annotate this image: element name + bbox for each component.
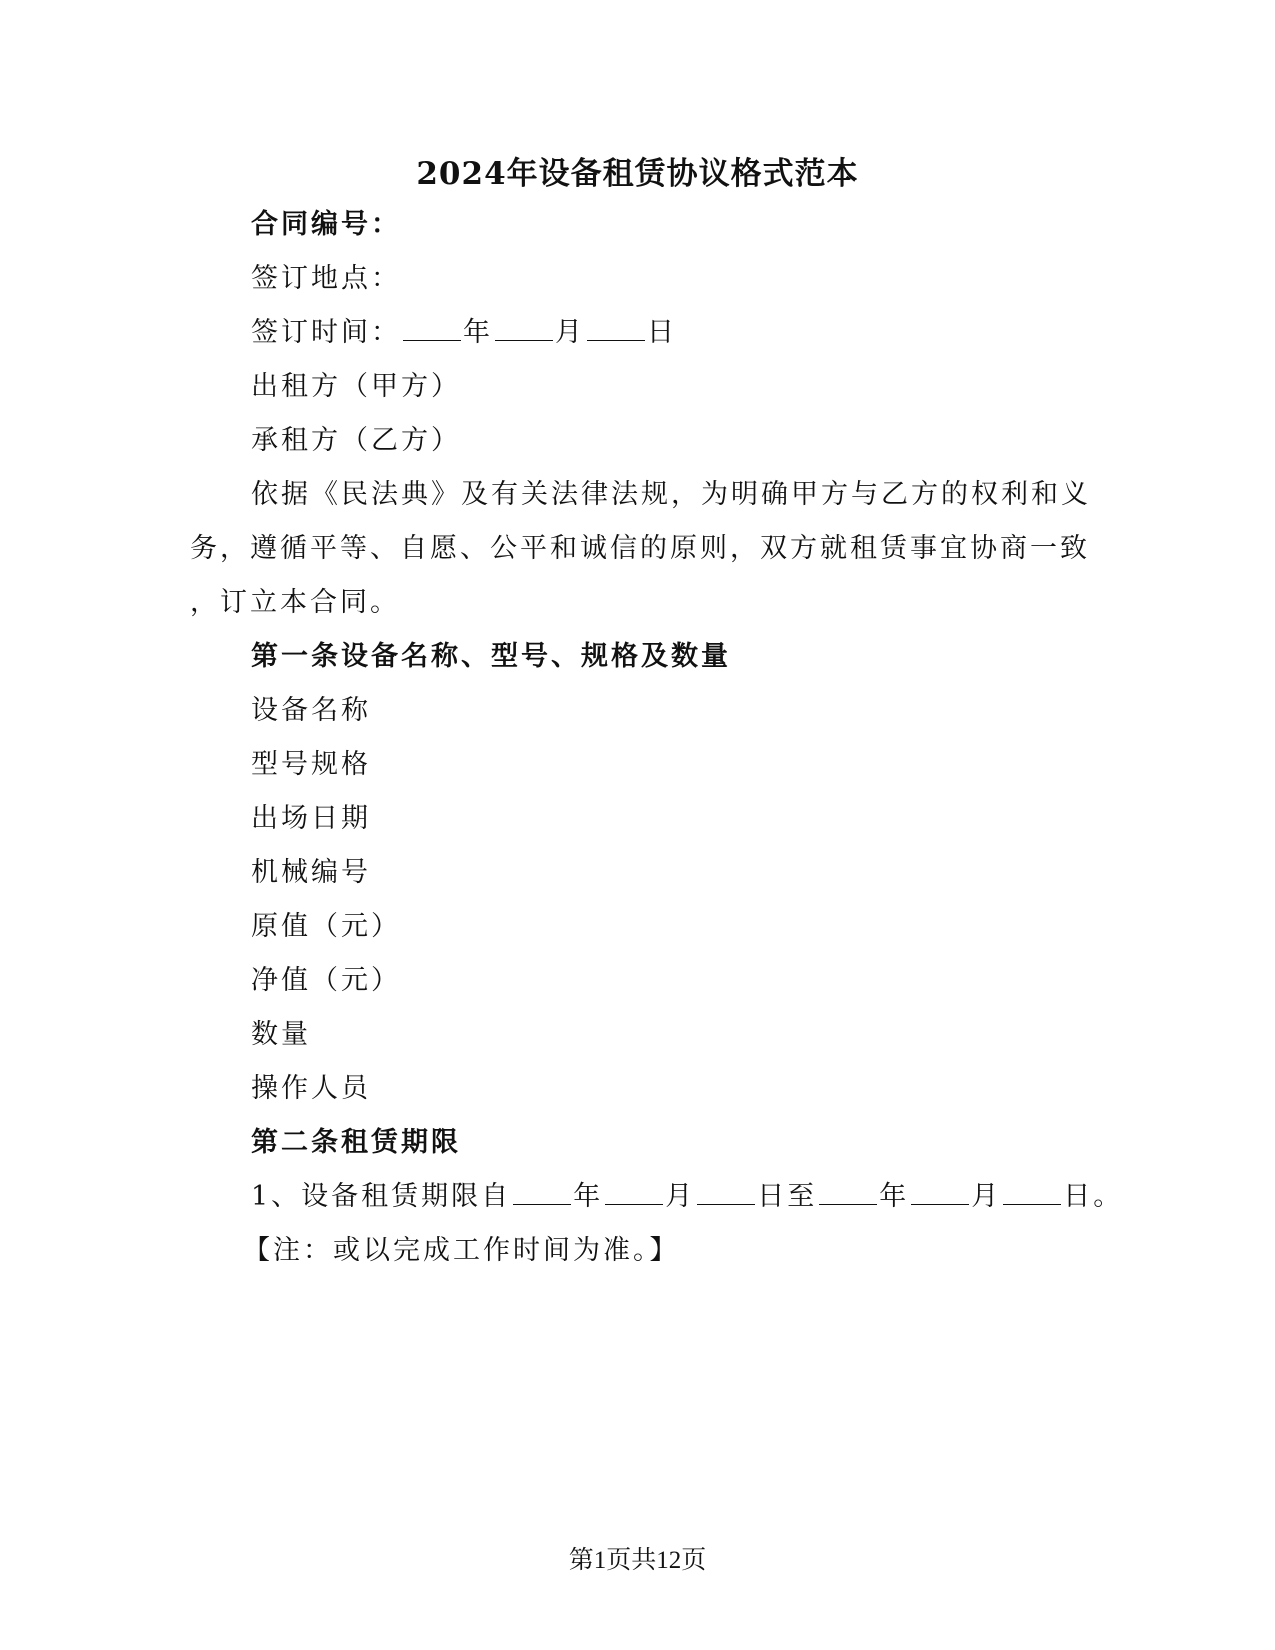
signing-time-label: 签订时间： — [251, 317, 401, 348]
page-number-footer: 第1页共12页 — [568, 1547, 707, 1574]
article-1-item: 机械编号 — [251, 857, 371, 888]
article-1-item: 型号规格 — [251, 749, 371, 780]
start-month-blank — [605, 1178, 663, 1205]
month-blank — [495, 314, 553, 341]
month-text: 月 — [555, 317, 585, 348]
end-month-blank — [911, 1178, 969, 1205]
intro-paragraph-line-1: 依据《民法典》及有关法律法规，为明确甲方与乙方的权利和义 — [251, 479, 1091, 510]
article-1-item: 出场日期 — [251, 803, 371, 834]
year-text: 年 — [463, 317, 493, 348]
intro-paragraph-line-2: 务，遵循平等、自愿、公平和诚信的原则，双方就租赁事宜协商一致 — [190, 533, 1090, 564]
end-day-blank — [1003, 1178, 1061, 1205]
article-1-item: 净值（元） — [251, 965, 401, 996]
note-text: 【注：或以完成工作时间为准。】 — [243, 1235, 680, 1266]
article-1-item: 设备名称 — [251, 695, 371, 726]
start-day-blank — [697, 1178, 755, 1205]
start-day-text: 日 — [757, 1181, 788, 1212]
year-blank — [403, 314, 461, 341]
signing-time-line — [251, 313, 677, 353]
article-1-item: 数量 — [251, 1019, 311, 1050]
end-month-text: 月 — [971, 1181, 1002, 1212]
day-text: 日 — [647, 317, 677, 348]
start-year-text: 年 — [573, 1181, 604, 1212]
term-to-text: 至 — [787, 1181, 818, 1212]
lease-term-prefix: 1、设备租赁期限自 — [251, 1181, 512, 1212]
signing-place-label: 签订地点： — [251, 263, 401, 294]
article-1-item: 操作人员 — [251, 1073, 371, 1104]
lease-term-line — [251, 1177, 1123, 1217]
start-month-text: 月 — [665, 1181, 696, 1212]
article-1-item: 原值（元） — [251, 911, 401, 942]
article-1-heading: 第一条设备名称、型号、规格及数量 — [251, 641, 731, 672]
end-year-blank — [819, 1178, 877, 1205]
end-day-text: 日 — [1063, 1181, 1094, 1212]
lessee-label: 承租方（乙方） — [251, 425, 461, 456]
contract-number-label: 合同编号： — [251, 209, 401, 240]
document-title: 2024年设备租赁协议格式范本 — [416, 156, 859, 192]
intro-paragraph-line-3: ，订立本合同。 — [190, 587, 400, 618]
lessor-label: 出租方（甲方） — [251, 371, 461, 402]
article-2-heading: 第二条租赁期限 — [251, 1127, 461, 1158]
day-blank — [587, 314, 645, 341]
term-end-text: 。 — [1093, 1181, 1124, 1212]
end-year-text: 年 — [879, 1181, 910, 1212]
start-year-blank — [513, 1178, 571, 1205]
